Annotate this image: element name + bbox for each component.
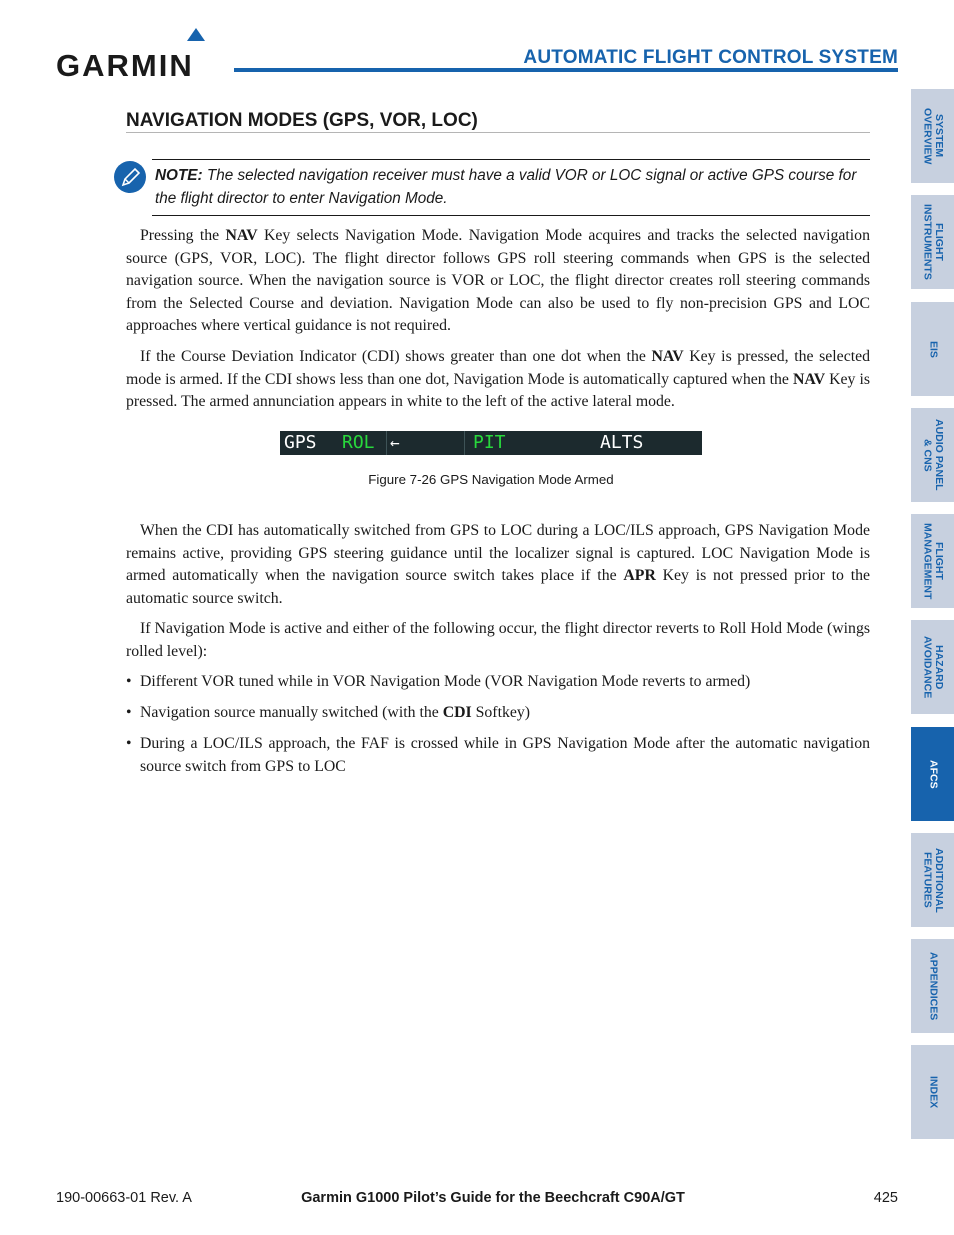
tab-afcs[interactable] <box>911 727 954 821</box>
armed-lateral-mode: GPS <box>284 432 317 453</box>
nav-key-label: NAV <box>792 370 826 388</box>
list-item-text: During a LOC/ILS approach, the FAF is crossed while in GPS Navigation Mode after the automatic navigation source switch from GPS to LOC <box>140 735 870 775</box>
tab-label: EIS <box>927 340 940 358</box>
bullet-icon: • <box>126 704 132 721</box>
armed-vertical-mode: ALTS <box>600 432 644 453</box>
document-number: 190-00663-01 Rev. A <box>56 1190 192 1206</box>
tab-label: SYSTEM OVERVIEW <box>921 107 945 165</box>
tab-label: APPENDICES <box>927 951 940 1021</box>
nav-key-label: NAV <box>225 227 258 244</box>
tab-audio-panel-cns[interactable] <box>911 408 954 502</box>
tab-label: INDEX <box>927 1075 940 1109</box>
p1-text-b: Key selects Navigation Mode. Navigation Mode acquires and tracks the selected navigation source (GPS, VOR, LOC). The flight director follows GPS roll steering commands when GPS is the selected navigation source. When the navigation source is VOR or LOC, the flight director creates roll steering commands from the Selected Course and deviation. Navigation Mode can also be used to fly non-precision GPS and LOC approaches where vertical guidance is not required. <box>126 227 870 334</box>
p2-text-b: Key is pressed, the selected mode is armed. If the CDI shows less than one dot, Navigation Mode is automatically captured when the <box>126 348 871 388</box>
bullet-icon: • <box>126 673 132 690</box>
note-label: NOTE: <box>155 167 203 184</box>
cdi-softkey-label: CDI <box>442 704 472 721</box>
list-item <box>126 733 870 778</box>
list-item <box>126 671 870 694</box>
paragraph-4 <box>126 618 870 663</box>
tab-flight-management[interactable] <box>911 514 954 608</box>
bullet-icon: • <box>126 735 132 752</box>
garmin-logo <box>56 28 221 83</box>
p4-text-a: If Navigation Mode is active and either of the following occur, the flight director reverts to Roll Hold Mode (wings rolled level): <box>126 620 870 660</box>
pencil-note-icon <box>113 160 147 194</box>
paragraph-2 <box>126 346 870 414</box>
section-title: AUTOMATIC FLIGHT CONTROL SYSTEM <box>523 47 898 68</box>
note-text: The selected navigation receiver must have a valid VOR or LOC signal or active GPS course for the flight director to enter Navigation Mode. <box>155 167 857 207</box>
paragraph-1 <box>126 225 870 338</box>
tab-label: AFCS <box>927 759 940 789</box>
list-item-text: Softkey) <box>471 704 531 721</box>
list-item-text: Different VOR tuned while in VOR Navigation Mode (VOR Navigation Mode reverts to armed) <box>140 673 751 690</box>
tab-label: FLIGHT INSTRUMENTS <box>921 204 945 280</box>
note-box <box>155 165 870 210</box>
heading-rule <box>126 132 870 133</box>
tab-label: AUDIO PANEL & CNS <box>921 419 945 491</box>
tab-appendices[interactable] <box>911 939 954 1033</box>
active-lateral-mode: ROL <box>342 432 375 453</box>
tab-hazard-avoidance[interactable] <box>911 620 954 714</box>
annunciator-divider <box>464 431 465 455</box>
page-heading: NAVIGATION MODES (GPS, VOR, LOC) <box>126 110 478 131</box>
tab-system-overview[interactable] <box>911 89 954 183</box>
tab-label: ADDITIONAL FEATURES <box>921 847 945 913</box>
nav-key-label: NAV <box>651 348 684 365</box>
tab-label: FLIGHT MANAGEMENT <box>921 522 945 600</box>
paragraph-3 <box>126 520 870 610</box>
tab-flight-instruments[interactable] <box>911 195 954 289</box>
ap-arrow-icon: ← <box>390 433 400 452</box>
guide-title: Garmin G1000 Pilot’s Guide for the Beechcraft C90A/GT <box>301 1190 685 1206</box>
tab-label: HAZARD AVOIDANCE <box>921 635 945 699</box>
page-number: 425 <box>873 1190 898 1206</box>
list-item <box>126 702 870 725</box>
figure-caption: Figure 7-26 GPS Navigation Mode Armed <box>368 472 614 487</box>
logo-text: GARMIN <box>56 48 194 83</box>
afcs-mode-annunciator <box>280 431 702 455</box>
p3-text-b: Key is not pressed prior to the automatic source switch. <box>126 567 871 607</box>
list-item-text: Navigation source manually switched (with the <box>140 704 443 721</box>
p2-text-c: Key is pressed. The armed annunciation appears in white to the left of the active lateral mode. <box>126 370 870 410</box>
annunciator-divider <box>386 431 387 455</box>
p3-text-a: When the CDI has automatically switched from GPS to LOC during a LOC/ILS approach, GPS Navigation Mode remains active, providing GPS steering guidance until the localizer signal is captured. LOC Navigation Mode is armed automatically when the navigation source switch takes place if the <box>126 522 870 584</box>
p2-text-a: If the Course Deviation Indicator (CDI) shows greater than one dot when the <box>140 348 652 365</box>
tab-eis[interactable] <box>911 302 954 396</box>
apr-key-label: APR <box>623 567 656 584</box>
active-vertical-mode: PIT <box>473 432 506 453</box>
tab-index[interactable] <box>911 1045 954 1139</box>
note-rule-top <box>152 159 870 160</box>
tab-additional-features[interactable] <box>911 833 954 927</box>
p1-text-a: Pressing the <box>140 227 226 244</box>
header-rule <box>234 68 898 72</box>
note-rule-bottom <box>152 215 870 216</box>
